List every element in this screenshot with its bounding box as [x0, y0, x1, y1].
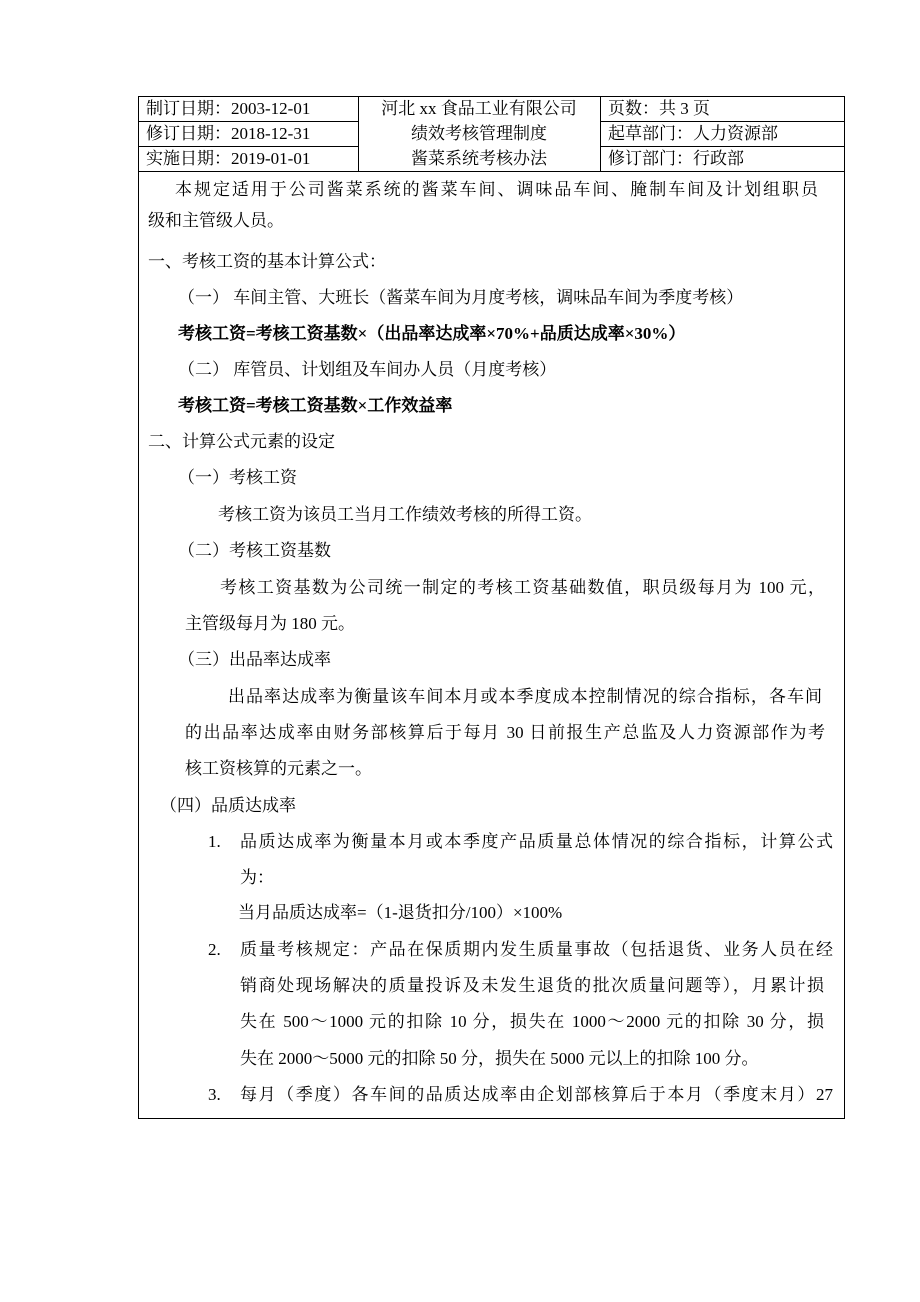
divider — [138, 146, 358, 147]
list-number: 3. — [208, 1085, 221, 1104]
list-number: 2. — [208, 940, 221, 959]
divider — [138, 171, 845, 172]
list-item-line: 质量考核规定：产品在保质期内发生质量事故（包括退货、业务人员在经 — [240, 940, 833, 959]
intro-line: 本规定适用于公司酱菜系统的酱菜车间、调味品车间、腌制车间及计划组职员 — [175, 180, 818, 199]
page-count: 页数：共 3 页 — [608, 99, 710, 118]
subsection-heading: （一） 车间主管、大班长（酱菜车间为月度考核，调味品车间为季度考核） — [178, 288, 744, 307]
doc-subtitle: 酱菜系统考核办法 — [411, 149, 547, 168]
paragraph-line: 考核工资基数为公司统一制定的考核工资基础数值，职员级每月为 100 元， — [220, 578, 825, 597]
paragraph-line: 出品率达成率为衡量该车间本月或本季度成本控制情况的综合指标，各车间 — [228, 687, 822, 706]
paragraph-line: 的出品率达成率由财务部核算后于每月 30 日前报生产总监及人力资源部作为考 — [185, 723, 825, 742]
document-table — [138, 96, 845, 1119]
paragraph-line: 核工资核算的元素之一。 — [185, 759, 372, 778]
formula: 考核工资=考核工资基数×工作效益率 — [178, 396, 453, 415]
list-item-line: 失在 500～1000 元的扣除 10 分，损失在 1000～2000 元的扣除 30 分，损 — [240, 1012, 824, 1031]
intro-line: 级和主管级人员。 — [148, 211, 284, 230]
section-heading: 一、考核工资的基本计算公式： — [148, 252, 386, 271]
list-number: 1. — [208, 832, 221, 851]
formula: 考核工资=考核工资基数×（出品率达成率×70%+品质达成率×30%） — [178, 324, 686, 343]
drafting-dept: 起草部门：人力资源部 — [608, 124, 778, 143]
subsection-heading: （三）出品率达成率 — [178, 650, 331, 669]
paragraph-line: 考核工资为该员工当月工作绩效考核的所得工资。 — [218, 505, 592, 524]
subsection-heading: （一）考核工资 — [178, 468, 297, 487]
effective-date: 实施日期：2019-01-01 — [146, 149, 311, 168]
revision-date-made: 制订日期：2003-12-01 — [146, 99, 311, 118]
subsection-heading: （二）考核工资基数 — [178, 541, 331, 560]
list-item-line: 失在 2000～5000 元的扣除 50 分，损失在 5000 元以上的扣除 100 分。 — [240, 1049, 759, 1068]
section-heading: 二、计算公式元素的设定 — [148, 432, 335, 451]
divider — [600, 96, 601, 171]
paragraph-line: 主管级每月为 180 元。 — [185, 614, 355, 633]
subsection-heading: （四）品质达成率 — [160, 796, 296, 815]
subsection-heading: （二） 库管员、计划组及车间办人员（月度考核） — [178, 360, 557, 379]
list-item-line: 品质达成率为衡量本月或本季度产品质量总体情况的综合指标，计算公式 — [240, 832, 833, 851]
formula: 当月品质达成率=（1-退货扣分/100）×100% — [238, 903, 563, 922]
doc-title: 绩效考核管理制度 — [411, 124, 547, 143]
list-item-line: 每月（季度）各车间的品质达成率由企划部核算后于本月（季度末月）27 — [240, 1085, 833, 1104]
divider — [600, 121, 845, 122]
company-name: 河北 xx 食品工业有限公司 — [381, 99, 577, 118]
revision-date: 修订日期：2018-12-31 — [146, 124, 311, 143]
divider — [138, 121, 358, 122]
revising-dept: 修订部门：行政部 — [608, 149, 744, 168]
divider — [600, 146, 845, 147]
list-item-line: 销商处现场解决的质量投诉及未发生退货的批次质量问题等），月累计损 — [240, 976, 824, 995]
list-item-line: 为： — [240, 868, 274, 887]
